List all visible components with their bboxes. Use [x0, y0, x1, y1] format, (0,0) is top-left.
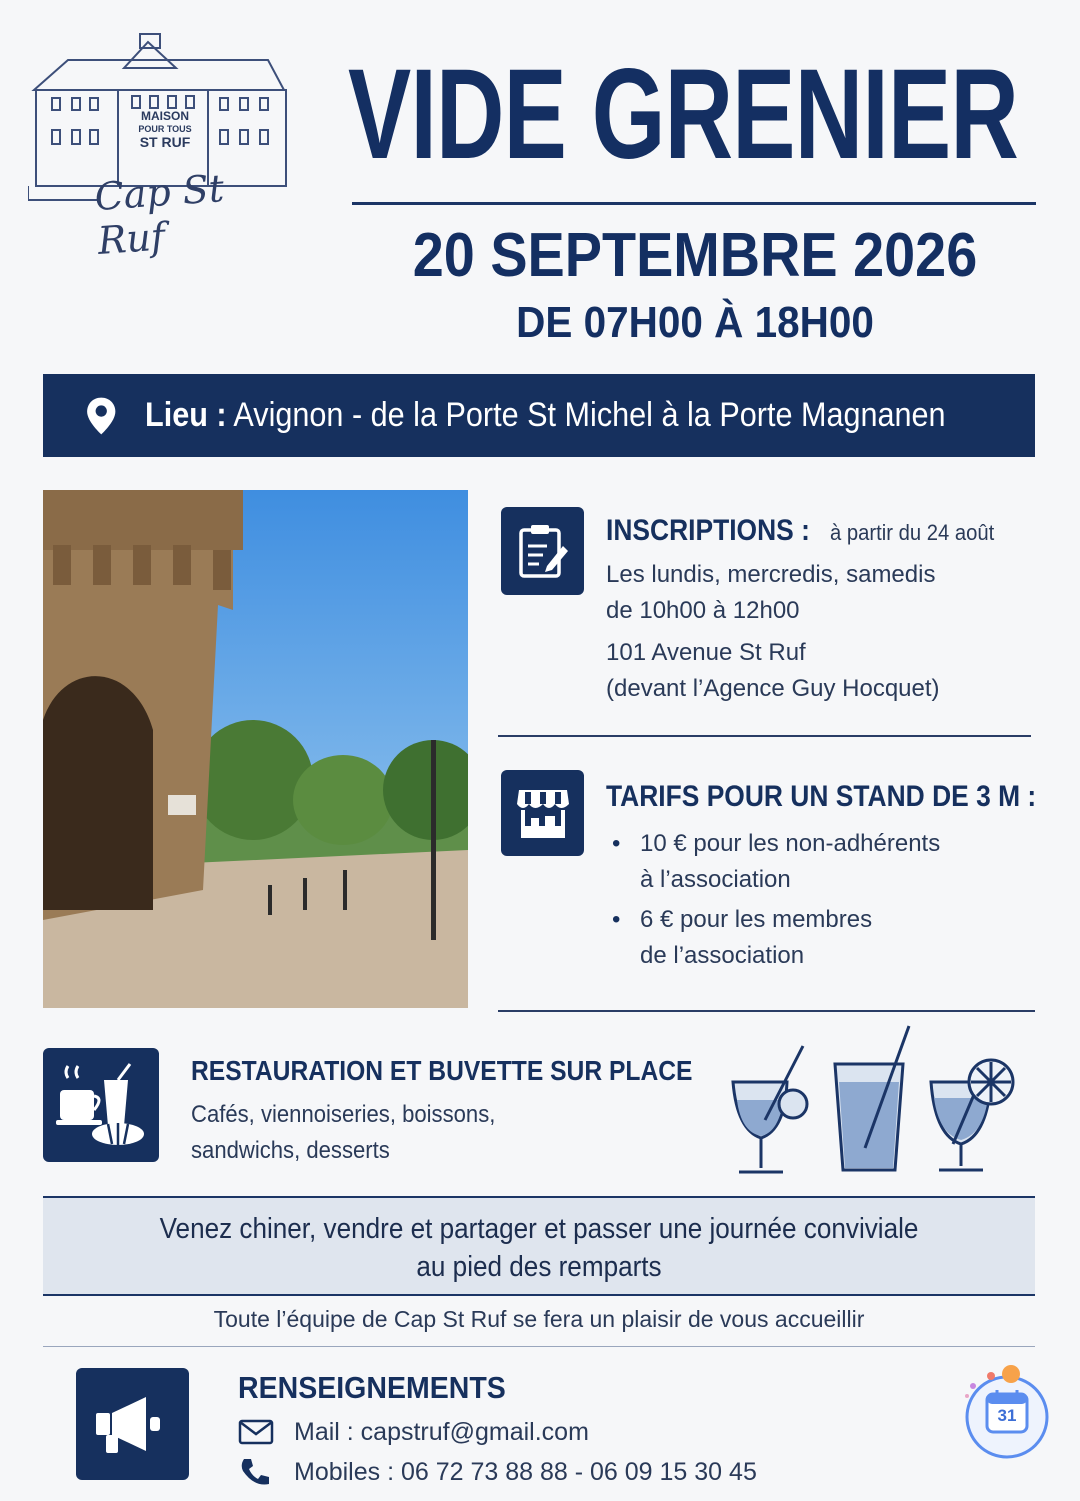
contact-heading: RENSEIGNEMENTS	[238, 1370, 506, 1405]
inscriptions-address: 101 Avenue St Ruf	[606, 639, 806, 666]
restauration-line2: sandwichs, desserts	[191, 1137, 390, 1164]
tarif-non-members: 10 € pour les non-adhérents	[640, 830, 941, 857]
logo-text-maison: MAISON	[141, 109, 189, 123]
tarifs-heading: TARIFS POUR UN STAND DE 3 M :	[606, 780, 1037, 813]
coffee-icon-box	[43, 1048, 159, 1162]
megaphone-icon	[94, 1393, 172, 1455]
ramparts-image	[43, 490, 468, 1008]
calendar-day: 31	[997, 1406, 1017, 1425]
stall-icon-box	[501, 770, 584, 856]
event-hours: DE 07H00 À 18H00	[516, 298, 874, 347]
inscriptions-time: de 10h00 à 12h00	[606, 597, 800, 624]
location-label: Lieu :	[145, 396, 228, 434]
tarif-members: 6 € pour les membres	[640, 906, 873, 933]
location-value: Avignon - de la Porte St Michel à la Porte Magnanen	[233, 396, 947, 434]
inscriptions-days: Les lundis, mercredis, samedis	[606, 561, 936, 588]
map-pin-icon	[85, 388, 117, 444]
contact-phones[interactable]: Mobiles : 06 72 73 88 88 - 06 09 15 30 45	[294, 1458, 757, 1486]
invitation-band	[43, 1196, 1035, 1296]
page-title: VIDE GRENIER	[348, 43, 1019, 186]
invitation-line2: au pied des remparts	[416, 1251, 662, 1283]
restauration-heading: RESTAURATION ET BUVETTE SUR PLACE	[191, 1055, 693, 1086]
megaphone-icon-box	[76, 1368, 189, 1480]
calendar-badge[interactable]	[955, 1364, 1051, 1460]
contact-mail[interactable]: Mail : capstruf@gmail.com	[294, 1418, 589, 1446]
phone-icon	[238, 1457, 274, 1487]
contact-block	[238, 1370, 757, 1490]
tarif-non-members-cont: à l’association	[640, 866, 791, 893]
coffee-croissant-icon	[56, 1062, 146, 1148]
location-bar	[43, 374, 1035, 457]
clipboard-edit-icon	[517, 522, 569, 580]
bullet-dot: •	[612, 906, 621, 933]
restauration-line1: Cafés, viennoiseries, boissons,	[191, 1101, 496, 1128]
divider-team	[43, 1346, 1035, 1347]
drinks-illustration	[725, 1020, 1025, 1180]
inscriptions-heading: INSCRIPTIONS :	[606, 514, 810, 547]
drinks-icon	[725, 1020, 1025, 1180]
divider-tarifs	[498, 1010, 1035, 1012]
inscriptions-address-note: (devant l’Agence Guy Hocquet)	[606, 675, 940, 702]
logo-script-name: Cap St Ruf	[93, 166, 226, 263]
logo	[28, 28, 298, 263]
envelope-icon	[238, 1419, 274, 1445]
title-divider	[352, 202, 1036, 205]
location-text	[145, 396, 946, 435]
tarif-members-cont: de l’association	[640, 942, 805, 969]
bullet-dot: •	[612, 830, 621, 857]
clipboard-icon-box	[501, 507, 584, 595]
inscriptions-block	[606, 514, 1008, 707]
divider-inscriptions	[498, 735, 1031, 737]
event-date: 20 SEPTEMBRE 2026	[412, 221, 978, 290]
logo-text-st-ruf: ST RUF	[139, 134, 191, 150]
ramparts-photo	[43, 490, 468, 1008]
market-stall-icon	[515, 786, 571, 840]
team-message: Toute l’équipe de Cap St Ruf se fera un plaisir de vous accueillir	[213, 1306, 865, 1332]
logo-text-pour-tous: POUR TOUS	[138, 124, 192, 134]
tarifs-block	[606, 780, 1080, 974]
inscriptions-since: à partir du 24 août	[829, 520, 994, 545]
invitation-line1: Venez chiner, vendre et partager et passer une journée conviviale	[159, 1213, 919, 1245]
restauration-block	[191, 1055, 761, 1169]
